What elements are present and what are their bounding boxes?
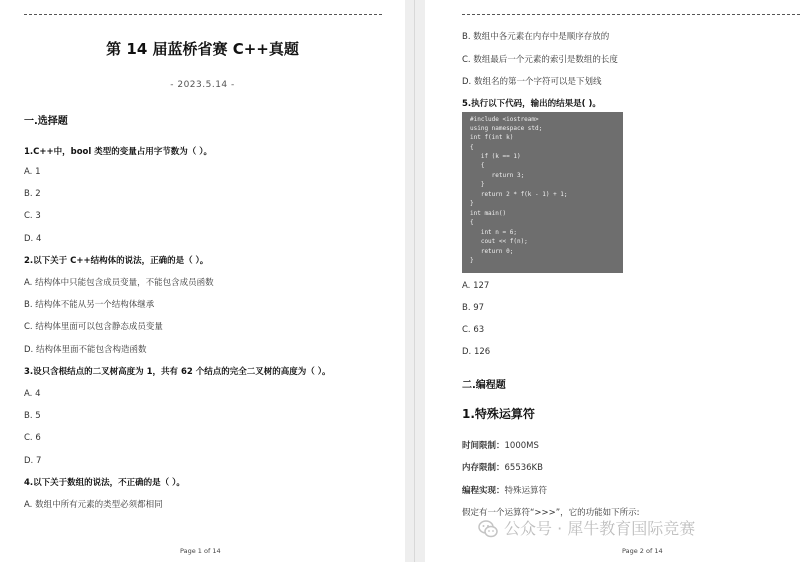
- option: A. 1: [24, 167, 41, 177]
- code-block: [462, 112, 623, 273]
- code-line: return 3;: [470, 172, 525, 179]
- option: D. 结构体里面不能包含构造函数: [24, 345, 147, 355]
- implementation-label: 编程实现：: [462, 486, 505, 496]
- time-limit-label: 时间限制：: [462, 441, 505, 451]
- option: B. 5: [24, 411, 41, 421]
- code-line: return 2 * f(k - 1) + 1;: [470, 191, 568, 198]
- option: D. 126: [462, 347, 491, 357]
- question-5: 5.执行以下代码，输出的结果是( )。: [462, 99, 601, 109]
- code-line: }: [470, 181, 485, 188]
- document-title: 第 14 届蓝桥省赛 C++真题: [106, 40, 299, 58]
- option: D. 4: [24, 234, 42, 244]
- option: C. 6: [24, 433, 41, 443]
- code-line: if (k == 1): [470, 153, 521, 160]
- option: A. 数组中所有元素的类型必须都相同: [24, 500, 163, 510]
- code-line: int f(int k): [470, 134, 514, 141]
- page-footer: Page 2 of 14: [622, 547, 663, 555]
- option: C. 63: [462, 325, 485, 335]
- header-rule: [24, 14, 382, 15]
- code-line: int n = 6;: [470, 229, 517, 236]
- header-rule: [462, 14, 800, 15]
- time-limit-value: 1000MS: [504, 441, 539, 451]
- code-line: return 0;: [470, 248, 514, 255]
- option: A. 结构体中只能包含成员变量，不能包含成员函数: [24, 278, 214, 288]
- document-date: - 2023.5.14 -: [170, 80, 235, 90]
- code-line: }: [470, 200, 474, 207]
- code-line: int main(): [470, 210, 507, 217]
- question-2: 2.以下关于 C++结构体的说法，正确的是（ ）。: [24, 256, 209, 266]
- code-line: #include <iostream>: [470, 116, 539, 123]
- option: B. 2: [24, 189, 41, 199]
- question-4: 4.以下关于数组的说法，不正确的是（ ）。: [24, 478, 185, 488]
- time-limit: [462, 441, 539, 451]
- option: A. 4: [24, 389, 41, 399]
- option: A. 127: [462, 281, 490, 291]
- code-line: {: [470, 162, 485, 169]
- question-3: 3.设只含根结点的二叉树高度为 1，共有 62 个结点的完全二叉树的高度为（ ）。: [24, 367, 331, 377]
- memory-limit-label: 内存限制：: [462, 463, 505, 473]
- code-line: {: [470, 219, 474, 226]
- code-line: {: [470, 144, 474, 151]
- wechat-icon: [478, 519, 498, 539]
- memory-limit-value: 65536KB: [504, 463, 543, 473]
- option: B. 结构体不能从另一个结构体继承: [24, 300, 155, 310]
- code-line: }: [470, 257, 474, 264]
- code-line: using namespace std;: [470, 125, 543, 132]
- gutter-divider: [414, 0, 415, 562]
- page-gutter: [405, 0, 425, 562]
- option: B. 97: [462, 303, 485, 313]
- section-heading: 一.选择题: [24, 116, 68, 127]
- implementation: [462, 486, 547, 496]
- option: C. 数组最后一个元素的索引是数组的长度: [462, 55, 618, 65]
- option: C. 结构体里面可以包含静态成员变量: [24, 322, 163, 332]
- memory-limit: [462, 463, 543, 473]
- page-footer: Page 1 of 14: [180, 547, 221, 555]
- option: C. 3: [24, 211, 41, 221]
- watermark: [478, 514, 788, 544]
- problem-title: 1.特殊运算符: [462, 407, 535, 421]
- question-1: 1.C++中，bool 类型的变量占用字节数为（ ）。: [24, 147, 212, 157]
- problem-description: 假定有一个运算符“>>>”，它的功能如下所示:: [462, 508, 640, 518]
- section-heading: 二.编程题: [462, 380, 506, 391]
- implementation-value: 特殊运算符: [504, 486, 548, 496]
- option: D. 7: [24, 456, 42, 466]
- option: B. 数组中各元素在内存中是顺序存放的: [462, 32, 610, 42]
- watermark-text: 公众号 · 犀牛教育国际竞赛: [504, 519, 696, 538]
- option: D. 数组名的第一个字符可以是下划线: [462, 77, 602, 87]
- code-line: cout << f(n);: [470, 238, 528, 245]
